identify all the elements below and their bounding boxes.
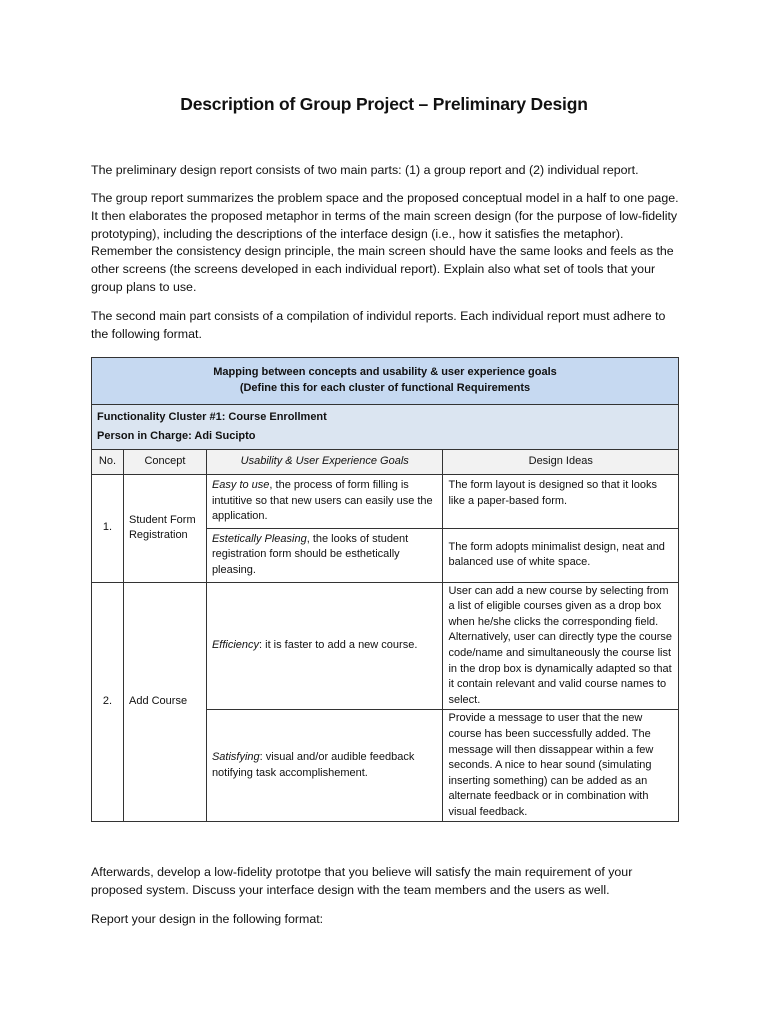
row-concept: Student Form Registration bbox=[123, 475, 206, 583]
group-report-paragraph: The group report summarizes the problem space and the proposed conceptual model in a half to one page. It then elaborates the proposed metaphor in terms of the main screen design (for the purpose of low-fidelity prototyping), including the descriptions of the interface design (i.e., how it satisfies the metaphor). Remember the consistency design principle, the main screen should have the same looks and feels as the other screens (the screens developed in each individual report). Explain also what set of tools that your group plans to use. bbox=[91, 191, 679, 294]
table-row bbox=[92, 582, 679, 710]
goal-description: , the looks of student registration form should be esthetically pleasing. bbox=[211, 532, 409, 576]
design-idea: Provide a message to user that the new course has been successfully added. The message will then dissappear within a few seconds. A nice to hear sound (simulating inserting something) can be added as an alternate feedback or in combination with visual feedback. bbox=[443, 710, 679, 822]
table-row bbox=[92, 475, 679, 529]
individual-report-paragraph: The second main part consists of a compilation of individul reports. Each individual report must adhere to the following format. bbox=[91, 309, 666, 341]
usability-goal bbox=[206, 475, 443, 529]
goal-description: , the process of form filling is intutitive so that new users can easily use the application. bbox=[211, 479, 433, 523]
cluster-info bbox=[92, 405, 679, 450]
table-header-line2: (Define this for each cluster of functional Requirements bbox=[239, 382, 531, 394]
prototype-paragraph: Afterwards, develop a low-fidelity prototpe that you believe will satisfy the main requirement of your proposed system. Discuss your interface design with the team members and the users as well. bbox=[91, 865, 633, 897]
mapping-table bbox=[91, 357, 679, 822]
goal-term: Easy to use bbox=[211, 479, 270, 491]
person-in-charge: Person in Charge: Adi Sucipto bbox=[97, 430, 256, 442]
table-header-line1: Mapping between concepts and usability & user experience goals bbox=[213, 366, 557, 379]
design-idea: The form layout is designed so that it looks like a paper-based form. bbox=[443, 475, 679, 529]
usability-goal bbox=[206, 582, 443, 710]
report-format-paragraph: Report your design in the following format: bbox=[91, 912, 324, 926]
page-title: Description of Group Project – Preliminary Design bbox=[180, 94, 588, 114]
row-concept: Add Course bbox=[123, 582, 206, 822]
design-idea: The form adopts minimalist design, neat and balanced use of white space. bbox=[443, 528, 679, 582]
goal-description: : visual and/or audible feedback notifying task accomplishement. bbox=[211, 751, 415, 779]
row-number: 1. bbox=[92, 475, 124, 583]
table-header bbox=[92, 358, 679, 405]
goal-term: Estetically Pleasing bbox=[211, 532, 307, 545]
goal-term: Efficiency bbox=[211, 639, 260, 652]
column-concept: Concept bbox=[123, 450, 206, 475]
intro-paragraph: The preliminary design report consists of two main parts: (1) a group report and (2) individual report. bbox=[91, 163, 639, 177]
goal-term: Satisfying bbox=[211, 751, 260, 764]
cluster-title: Functionality Cluster #1: Course Enrollment bbox=[97, 411, 327, 423]
usability-goal bbox=[206, 528, 443, 582]
usability-goal bbox=[206, 710, 443, 822]
column-no: No. bbox=[92, 450, 124, 475]
goal-description: : it is faster to add a new course. bbox=[259, 639, 418, 652]
column-header-row bbox=[92, 450, 679, 475]
column-ideas: Design Ideas bbox=[443, 450, 679, 475]
row-number: 2. bbox=[92, 582, 124, 822]
design-idea: User can add a new course by selecting from a list of eligible courses given as a drop box when he/she clicks the corresponding field. Alternatively, user can directly type the course code/name and simultaneously the course list in the drop box is dynamically adapted so that it contain relevant and valid course names to select. bbox=[443, 582, 679, 710]
column-goals: Usability & User Experience Goals bbox=[206, 450, 443, 475]
